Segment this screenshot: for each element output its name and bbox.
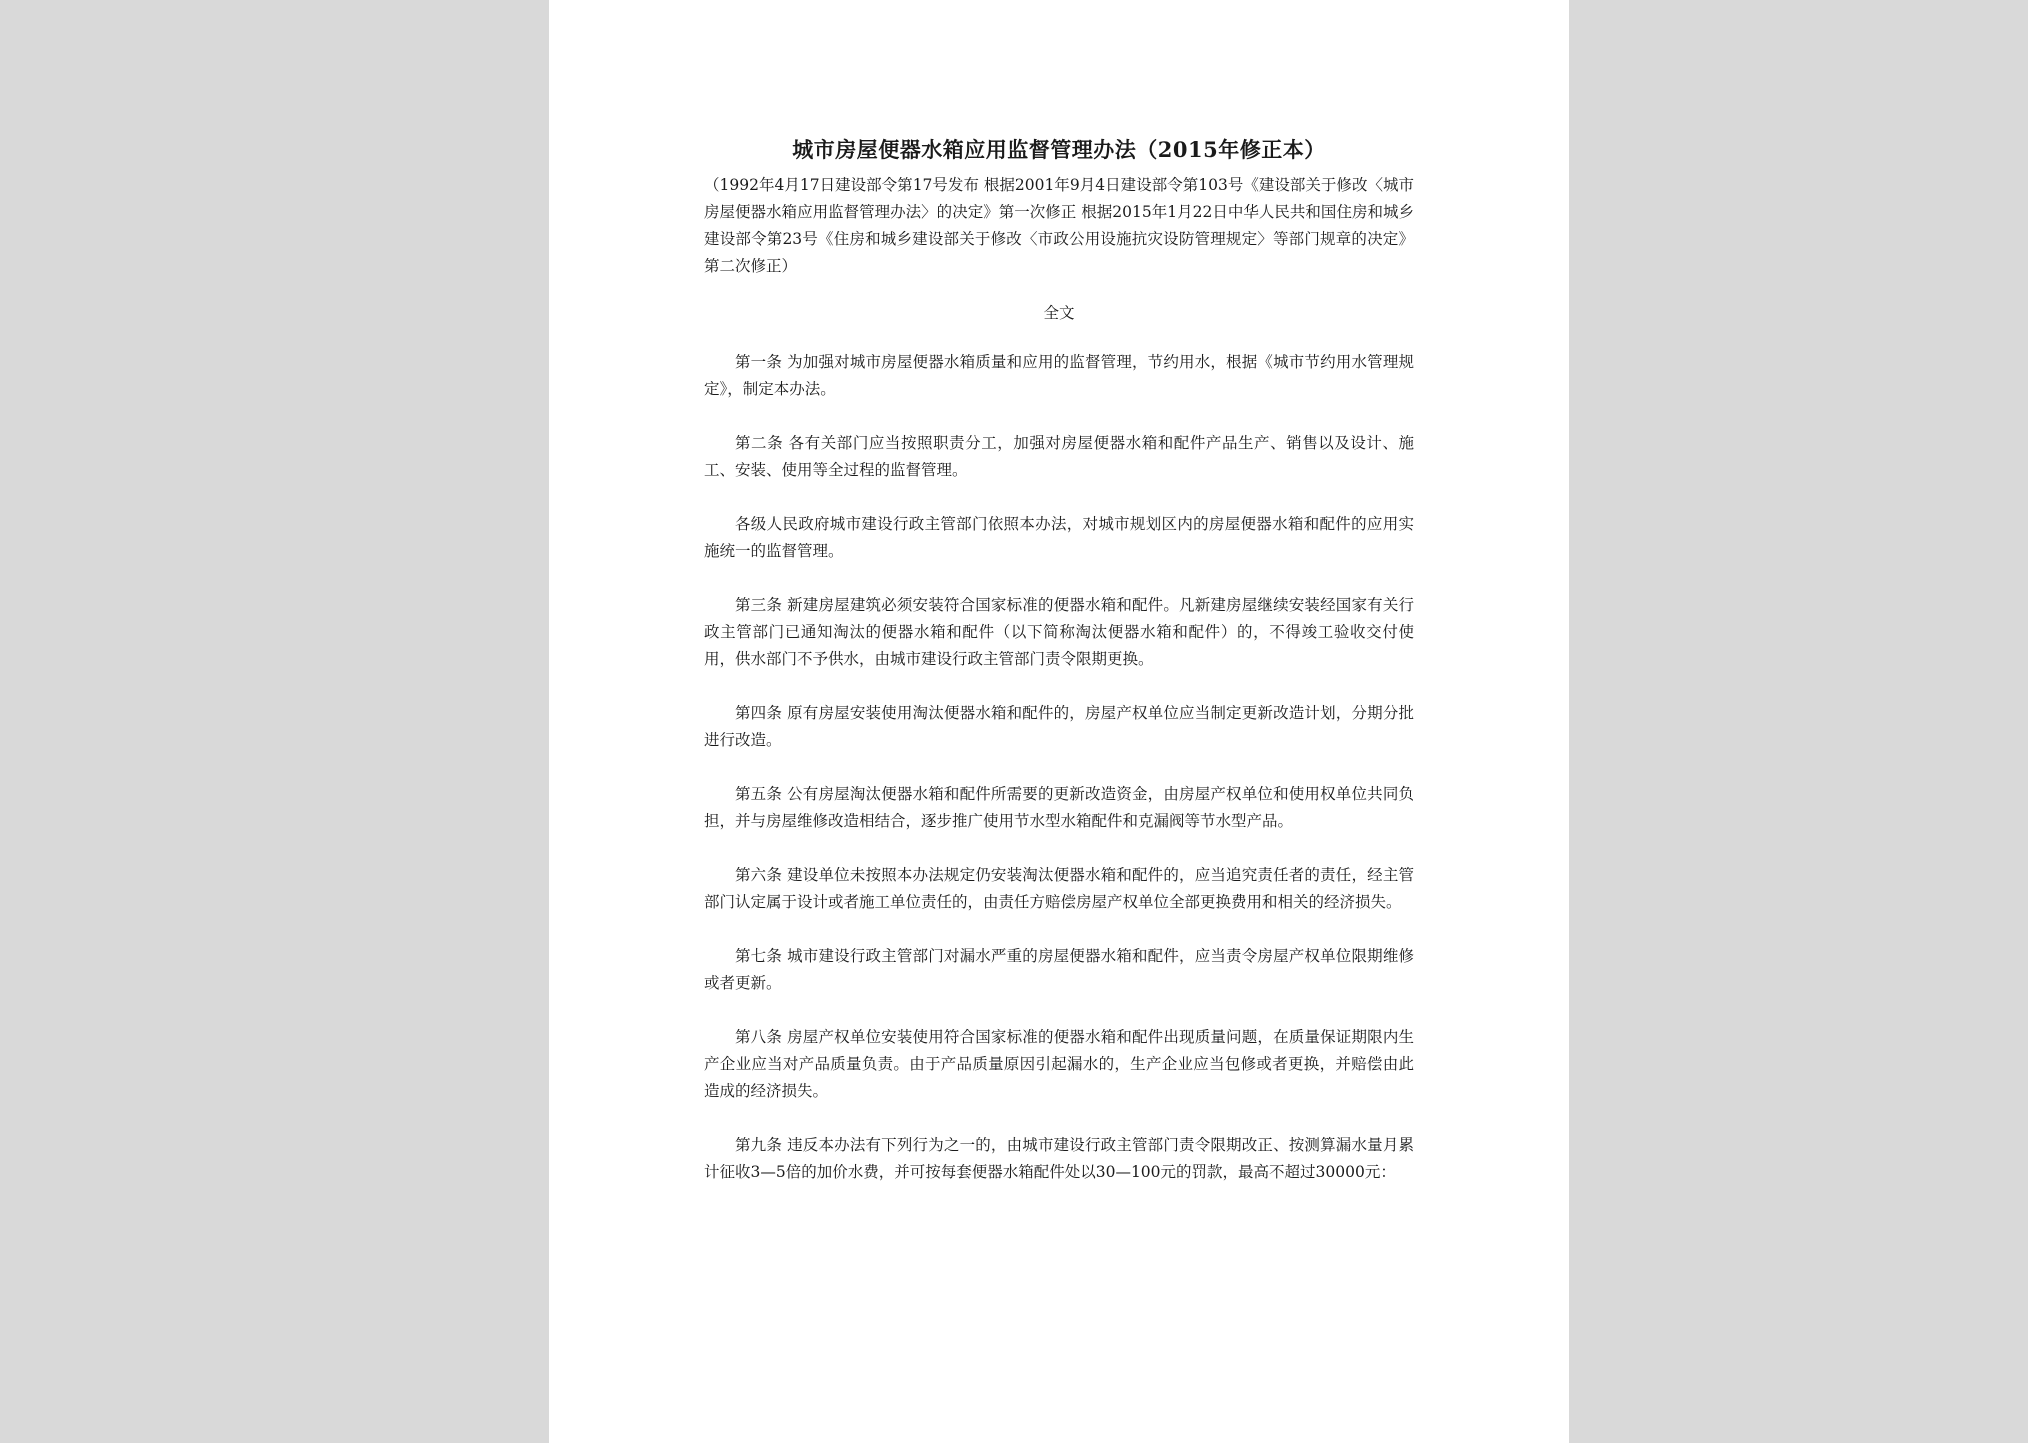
- article-3: 第三条 新建房屋建筑必须安装符合国家标准的便器水箱和配件。凡新建房屋继续安装经国家有关行政主管部门已通知淘汰的便器水箱和配件（以下简称淘汰便器水箱和配件）的，不得竣工验收交付使用，供水部门不予供水，由城市建设行政主管部门责令限期更换。: [704, 596, 1414, 668]
- article-6: 第六条 建设单位未按照本办法规定仍安装淘汰便器水箱和配件的，应当追究责任者的责任，经主管部门认定属于设计或者施工单位责任的，由责任方赔偿房屋产权单位全部更换费用和相关的经济损失。: [704, 866, 1414, 911]
- article-2: 第二条 各有关部门应当按照职责分工，加强对房屋便器水箱和配件产品生产、销售以及设计、施工、安装、使用等全过程的监督管理。: [704, 434, 1414, 479]
- article-4: 第四条 原有房屋安装使用淘汰便器水箱和配件的，房屋产权单位应当制定更新改造计划，分期分批进行改造。: [704, 704, 1414, 749]
- article-5: 第五条 公有房屋淘汰便器水箱和配件所需要的更新改造资金，由房屋产权单位和使用权单位共同负担，并与房屋维修改造相结合，逐步推广使用节水型水箱配件和克漏阀等节水型产品。: [704, 785, 1414, 830]
- article-9: 第九条 违反本办法有下列行为之一的，由城市建设行政主管部门责令限期改正、按测算漏水量月累计征收3—5倍的加价水费，并可按每套便器水箱配件处以30—100元的罚款，最高不超过30000元：: [704, 1136, 1414, 1181]
- document-source-note: （1992年4月17日建设部令第17号发布 根据2001年9月4日建设部令第103号《建设部关于修改〈城市房屋便器水箱应用监督管理办法〉的决定》第一次修正 根据2015年1月22日中华人民共和国住房和城乡建设部令第23号《住房和城乡建设部关于修改〈市政公用设施抗灾设防管理规定〉等部门规章的决定》第二次修正）: [704, 176, 1414, 275]
- article-8: 第八条 房屋产权单位安装使用符合国家标准的便器水箱和配件出现质量问题，在质量保证期限内生产企业应当对产品质量负责。由于产品质量原因引起漏水的，生产企业应当包修或者更换，并赔偿由此造成的经济损失。: [704, 1028, 1414, 1100]
- document-page: [549, 0, 1569, 1443]
- fulltext-heading: 全文: [1043, 304, 1075, 322]
- article-2-para-2: 各级人民政府城市建设行政主管部门依照本办法，对城市规划区内的房屋便器水箱和配件的应用实施统一的监督管理。: [704, 515, 1414, 560]
- article-1: 第一条 为加强对城市房屋便器水箱质量和应用的监督管理，节约用水，根据《城市节约用水管理规定》，制定本办法。: [704, 353, 1414, 398]
- document-title: 城市房屋便器水箱应用监督管理办法（2015年修正本）: [792, 137, 1326, 162]
- article-7: 第七条 城市建设行政主管部门对漏水严重的房屋便器水箱和配件，应当责令房屋产权单位限期维修或者更新。: [704, 947, 1414, 992]
